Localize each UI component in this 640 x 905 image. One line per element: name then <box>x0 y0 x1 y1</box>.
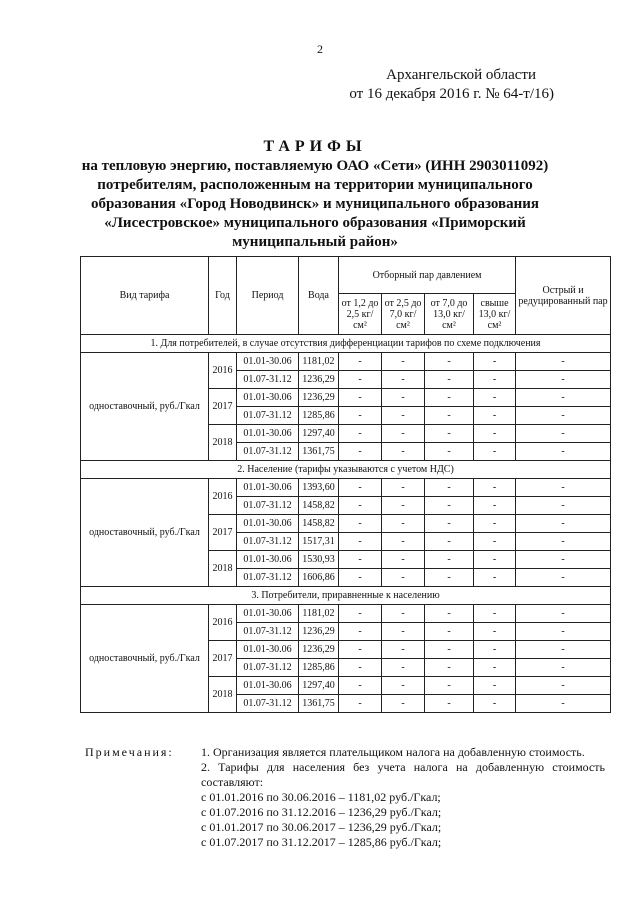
empty-value-cell: - <box>382 497 425 515</box>
period-cell: 01.01-30.06 <box>237 515 299 533</box>
header-water: Вода <box>299 257 339 335</box>
empty-value-cell: - <box>516 425 611 443</box>
empty-value-cell: - <box>516 353 611 371</box>
period-cell: 01.01-30.06 <box>237 479 299 497</box>
empty-value-cell: - <box>339 371 382 389</box>
table-row <box>81 353 611 371</box>
empty-value-cell: - <box>516 533 611 551</box>
empty-value-cell: - <box>474 605 516 623</box>
empty-value-cell: - <box>382 353 425 371</box>
empty-value-cell: - <box>474 533 516 551</box>
empty-value-cell: - <box>382 479 425 497</box>
empty-value-cell: - <box>382 623 425 641</box>
note-item-2: 2. Тарифы для населения без учета налога на добавленную стоимость составляют: <box>201 760 605 789</box>
period-cell: 01.01-30.06 <box>237 425 299 443</box>
empty-value-cell: - <box>425 515 474 533</box>
water-value-cell: 1530,93 <box>299 551 339 569</box>
empty-value-cell: - <box>425 443 474 461</box>
empty-value-cell: - <box>425 605 474 623</box>
water-value-cell: 1361,75 <box>299 695 339 713</box>
empty-value-cell: - <box>382 371 425 389</box>
empty-value-cell: - <box>339 407 382 425</box>
empty-value-cell: - <box>339 659 382 677</box>
water-value-cell: 1236,29 <box>299 371 339 389</box>
period-cell: 01.07-31.12 <box>237 659 299 677</box>
water-value-cell: 1393,60 <box>299 479 339 497</box>
period-cell: 01.01-30.06 <box>237 353 299 371</box>
empty-value-cell: - <box>474 425 516 443</box>
water-value-cell: 1236,29 <box>299 641 339 659</box>
tariff-type-cell: одноставочный, руб./Гкал <box>81 479 209 587</box>
water-value-cell: 1297,40 <box>299 425 339 443</box>
notes-label: Примечания: <box>85 745 174 759</box>
water-value-cell: 1285,86 <box>299 407 339 425</box>
title-line-2: потребителям, расположенным на территории муниципального <box>97 177 533 193</box>
page-number: 2 <box>317 42 323 56</box>
empty-value-cell: - <box>516 371 611 389</box>
period-cell: 01.07-31.12 <box>237 533 299 551</box>
empty-value-cell: - <box>474 677 516 695</box>
title-word: ТАРИФЫ <box>263 138 367 155</box>
title-line-3: образования «Город Новодвинск» и муниципального образования <box>90 196 540 212</box>
empty-value-cell: - <box>382 695 425 713</box>
empty-value-cell: - <box>382 569 425 587</box>
period-cell: 01.07-31.12 <box>237 623 299 641</box>
empty-value-cell: - <box>425 623 474 641</box>
period-cell: 01.01-30.06 <box>237 389 299 407</box>
water-value-cell: 1285,86 <box>299 659 339 677</box>
note-line: с 01.01.2016 по 30.06.2016 – 1181,02 руб./Гкал; <box>201 790 441 804</box>
empty-value-cell: - <box>516 443 611 461</box>
empty-value-cell: - <box>425 479 474 497</box>
water-value-cell: 1181,02 <box>299 353 339 371</box>
empty-value-cell: - <box>382 677 425 695</box>
section-title: 2. Население (тарифы указываются с учетом НДС) <box>81 461 611 479</box>
empty-value-cell: - <box>516 479 611 497</box>
water-value-cell: 1297,40 <box>299 677 339 695</box>
empty-value-cell: - <box>382 551 425 569</box>
empty-value-cell: - <box>425 641 474 659</box>
empty-value-cell: - <box>474 389 516 407</box>
empty-value-cell: - <box>339 425 382 443</box>
period-cell: 01.01-30.06 <box>237 641 299 659</box>
header-pressure-4: свыше 13,0 кг/см² <box>474 294 516 335</box>
empty-value-cell: - <box>382 443 425 461</box>
period-cell: 01.07-31.12 <box>237 371 299 389</box>
document-title <box>80 137 550 252</box>
empty-value-cell: - <box>516 515 611 533</box>
empty-value-cell: - <box>339 443 382 461</box>
header-pressure-2: от 2,5 до 7,0 кг/см² <box>382 294 425 335</box>
header-steam-group: Отборный пар давлением <box>339 257 516 294</box>
tariff-type-cell: одноставочный, руб./Гкал <box>81 353 209 461</box>
header-org-line-1: Архангельской области <box>386 67 536 83</box>
empty-value-cell: - <box>516 641 611 659</box>
empty-value-cell: - <box>425 677 474 695</box>
empty-value-cell: - <box>425 389 474 407</box>
period-cell: 01.07-31.12 <box>237 407 299 425</box>
empty-value-cell: - <box>474 641 516 659</box>
water-value-cell: 1181,02 <box>299 605 339 623</box>
empty-value-cell: - <box>516 605 611 623</box>
period-cell: 01.07-31.12 <box>237 497 299 515</box>
period-cell: 01.07-31.12 <box>237 569 299 587</box>
empty-value-cell: - <box>516 677 611 695</box>
empty-value-cell: - <box>382 407 425 425</box>
title-line-5: муниципальный район» <box>232 234 398 250</box>
empty-value-cell: - <box>474 497 516 515</box>
year-cell: 2018 <box>209 551 237 587</box>
empty-value-cell: - <box>339 353 382 371</box>
empty-value-cell: - <box>516 497 611 515</box>
empty-value-cell: - <box>339 497 382 515</box>
section-title: 3. Потребители, приравненные к населению <box>81 587 611 605</box>
period-cell: 01.07-31.12 <box>237 695 299 713</box>
water-value-cell: 1458,82 <box>299 515 339 533</box>
header-sharp-steam: Острый и редуцированный пар <box>516 257 611 335</box>
year-cell: 2018 <box>209 677 237 713</box>
year-cell: 2017 <box>209 389 237 425</box>
water-value-cell: 1606,86 <box>299 569 339 587</box>
empty-value-cell: - <box>425 407 474 425</box>
empty-value-cell: - <box>339 389 382 407</box>
period-cell: 01.07-31.12 <box>237 443 299 461</box>
empty-value-cell: - <box>474 623 516 641</box>
empty-value-cell: - <box>474 479 516 497</box>
empty-value-cell: - <box>339 515 382 533</box>
empty-value-cell: - <box>339 695 382 713</box>
tariff-table <box>80 256 611 713</box>
empty-value-cell: - <box>516 569 611 587</box>
empty-value-cell: - <box>516 659 611 677</box>
empty-value-cell: - <box>474 407 516 425</box>
header-year: Год <box>209 257 237 335</box>
empty-value-cell: - <box>339 479 382 497</box>
empty-value-cell: - <box>516 407 611 425</box>
empty-value-cell: - <box>474 695 516 713</box>
empty-value-cell: - <box>382 533 425 551</box>
empty-value-cell: - <box>339 677 382 695</box>
empty-value-cell: - <box>425 371 474 389</box>
year-cell: 2016 <box>209 605 237 641</box>
empty-value-cell: - <box>516 695 611 713</box>
header-period: Период <box>237 257 299 335</box>
section-title: 1. Для потребителей, в случае отсутствия дифференциации тарифов по схеме подключения <box>81 335 611 353</box>
water-value-cell: 1458,82 <box>299 497 339 515</box>
note-item-1: 1. Организация является плательщиком налога на добавленную стоимость. <box>201 745 585 759</box>
title-line-4: «Лисестровское» муниципального образования «Приморский <box>104 215 526 231</box>
empty-value-cell: - <box>516 551 611 569</box>
year-cell: 2017 <box>209 641 237 677</box>
empty-value-cell: - <box>382 641 425 659</box>
header-tariff-type: Вид тарифа <box>81 257 209 335</box>
water-value-cell: 1236,29 <box>299 623 339 641</box>
empty-value-cell: - <box>425 533 474 551</box>
note-line: с 01.07.2017 по 31.12.2017 – 1285,86 руб./Гкал; <box>201 835 442 849</box>
header-pressure-1: от 1,2 до 2,5 кг/см² <box>339 294 382 335</box>
period-cell: 01.01-30.06 <box>237 605 299 623</box>
period-cell: 01.01-30.06 <box>237 551 299 569</box>
empty-value-cell: - <box>382 659 425 677</box>
year-cell: 2017 <box>209 515 237 551</box>
empty-value-cell: - <box>425 353 474 371</box>
empty-value-cell: - <box>382 425 425 443</box>
note-line: с 01.01.2017 по 30.06.2017 – 1236,29 руб./Гкал; <box>201 820 442 834</box>
empty-value-cell: - <box>474 443 516 461</box>
empty-value-cell: - <box>425 659 474 677</box>
empty-value-cell: - <box>425 497 474 515</box>
table-row <box>81 605 611 623</box>
empty-value-cell: - <box>474 353 516 371</box>
empty-value-cell: - <box>516 389 611 407</box>
year-cell: 2016 <box>209 353 237 389</box>
empty-value-cell: - <box>339 641 382 659</box>
empty-value-cell: - <box>425 425 474 443</box>
empty-value-cell: - <box>339 623 382 641</box>
empty-value-cell: - <box>425 569 474 587</box>
empty-value-cell: - <box>474 569 516 587</box>
header-order-line: от 16 декабря 2016 г. № 64-т/16) <box>349 86 554 102</box>
empty-value-cell: - <box>474 515 516 533</box>
table-row <box>81 479 611 497</box>
empty-value-cell: - <box>382 515 425 533</box>
empty-value-cell: - <box>474 551 516 569</box>
year-cell: 2016 <box>209 479 237 515</box>
tariff-type-cell: одноставочный, руб./Гкал <box>81 605 209 713</box>
water-value-cell: 1517,31 <box>299 533 339 551</box>
empty-value-cell: - <box>339 533 382 551</box>
empty-value-cell: - <box>339 569 382 587</box>
title-line-1: на тепловую энергию, поставляемую ОАО «Сети» (ИНН 2903011092) <box>81 158 549 174</box>
water-value-cell: 1236,29 <box>299 389 339 407</box>
water-value-cell: 1361,75 <box>299 443 339 461</box>
empty-value-cell: - <box>425 695 474 713</box>
empty-value-cell: - <box>516 623 611 641</box>
empty-value-cell: - <box>339 551 382 569</box>
empty-value-cell: - <box>339 605 382 623</box>
empty-value-cell: - <box>425 551 474 569</box>
empty-value-cell: - <box>474 371 516 389</box>
year-cell: 2018 <box>209 425 237 461</box>
period-cell: 01.01-30.06 <box>237 677 299 695</box>
empty-value-cell: - <box>474 659 516 677</box>
header-pressure-3: от 7,0 до 13,0 кг/см² <box>425 294 474 335</box>
empty-value-cell: - <box>382 605 425 623</box>
note-line: с 01.07.2016 по 31.12.2016 – 1236,29 руб./Гкал; <box>201 805 442 819</box>
empty-value-cell: - <box>382 389 425 407</box>
